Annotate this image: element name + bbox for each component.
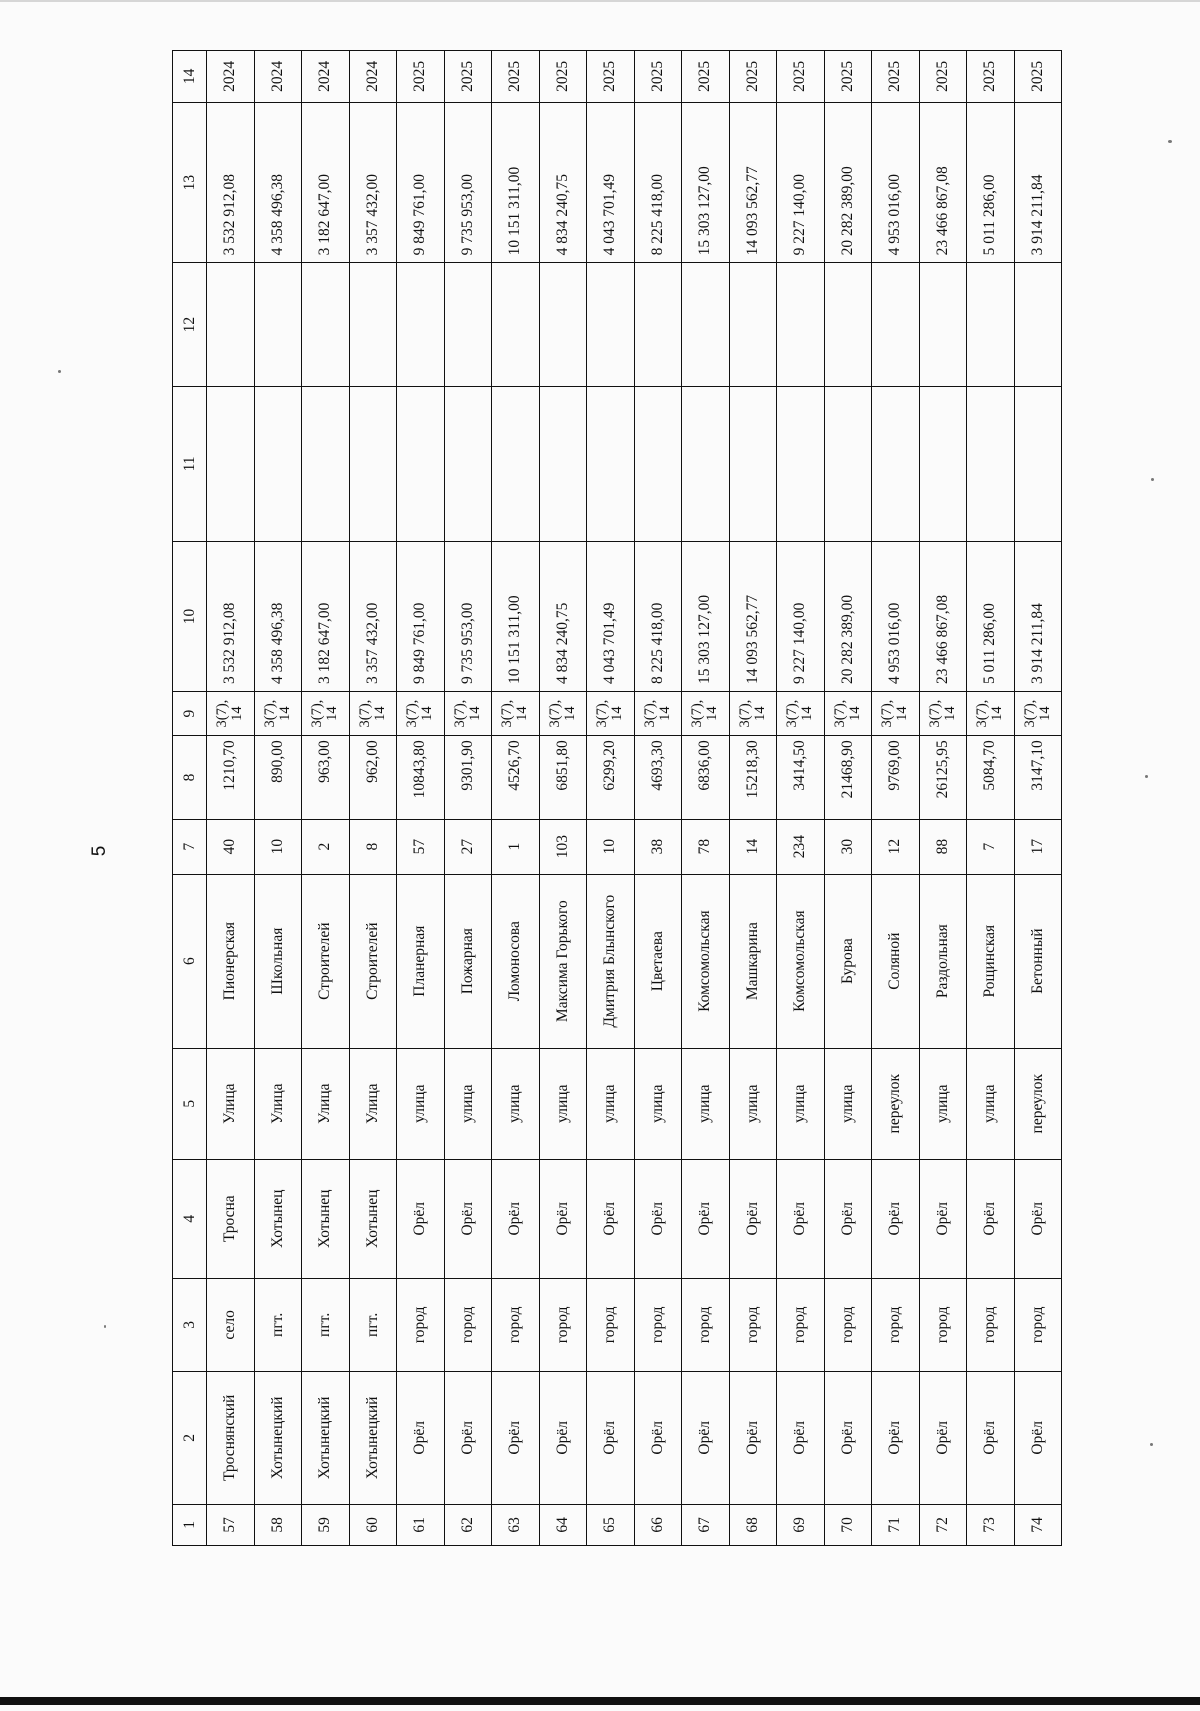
cell-house-number: 88 bbox=[919, 819, 967, 874]
cell-settlement-name: Орёл bbox=[919, 1159, 967, 1278]
cell-cost-col-13: 5 011 286,00 bbox=[967, 102, 1015, 262]
cell-settlement-type: город bbox=[872, 1278, 920, 1371]
cell-year: 2025 bbox=[397, 51, 445, 103]
cell-col-11 bbox=[634, 386, 682, 541]
cell-year: 2025 bbox=[872, 51, 920, 103]
cell-settlement-name: Орёл bbox=[824, 1159, 872, 1278]
cell-street-name: Машкарина bbox=[729, 874, 777, 1048]
cell-cost-total: 10 151 311,00 bbox=[492, 542, 540, 692]
cell-year: 2024 bbox=[349, 51, 397, 103]
cell-col-12 bbox=[919, 263, 967, 387]
cell-col-12 bbox=[302, 263, 350, 387]
cell-settlement-name: Орёл bbox=[444, 1159, 492, 1278]
cell-article: 3(7), 14 bbox=[919, 691, 967, 735]
cell-district: Орёл bbox=[824, 1371, 872, 1504]
cell-street-type: улица bbox=[777, 1048, 825, 1159]
cell-street-name: Соляной bbox=[872, 874, 920, 1048]
column-header-12: 12 bbox=[173, 263, 207, 387]
cell-col-12 bbox=[1014, 263, 1062, 387]
cell-cost-total: 3 532 912,08 bbox=[207, 542, 255, 692]
cell-col-12 bbox=[349, 263, 397, 387]
cell-cost-col-13: 9 227 140,00 bbox=[777, 102, 825, 262]
cell-area: 962,00 bbox=[349, 736, 397, 819]
cell-street-type: улица bbox=[492, 1048, 540, 1159]
cell-col-12 bbox=[539, 263, 587, 387]
cell-article: 3(7), 14 bbox=[254, 691, 302, 735]
cell-article: 3(7), 14 bbox=[634, 691, 682, 735]
cell-settlement-type: пгт. bbox=[302, 1278, 350, 1371]
cell-cost-col-13: 8 225 418,00 bbox=[634, 102, 682, 262]
cell-col-11 bbox=[872, 386, 920, 541]
scan-speck bbox=[1150, 1443, 1153, 1446]
cell-cost-total: 8 225 418,00 bbox=[634, 542, 682, 692]
cell-row-number: 69 bbox=[777, 1504, 825, 1545]
cell-row-number: 74 bbox=[1014, 1504, 1062, 1545]
table-body bbox=[207, 51, 1062, 1546]
cell-settlement-type: город bbox=[634, 1278, 682, 1371]
table-row bbox=[444, 51, 492, 1546]
cell-cost-total: 4 834 240,75 bbox=[539, 542, 587, 692]
cell-col-11 bbox=[967, 386, 1015, 541]
cell-settlement-name: Хотынец bbox=[349, 1159, 397, 1278]
cell-street-name: Пожарная bbox=[444, 874, 492, 1048]
cell-cost-total: 4 043 701,49 bbox=[587, 542, 635, 692]
cell-col-12 bbox=[207, 263, 255, 387]
cell-district: Орёл bbox=[872, 1371, 920, 1504]
table-row bbox=[539, 51, 587, 1546]
cell-settlement-type: город bbox=[587, 1278, 635, 1371]
cell-area: 5084,70 bbox=[967, 736, 1015, 819]
column-header-2: 2 bbox=[173, 1371, 207, 1504]
cell-area: 6836,00 bbox=[682, 736, 730, 819]
cell-cost-total: 15 303 127,00 bbox=[682, 542, 730, 692]
cell-street-name: Максима Горького bbox=[539, 874, 587, 1048]
cell-district: Орёл bbox=[729, 1371, 777, 1504]
cell-house-number: 38 bbox=[634, 819, 682, 874]
cell-article: 3(7), 14 bbox=[777, 691, 825, 735]
cell-street-name: Планерная bbox=[397, 874, 445, 1048]
cell-year: 2024 bbox=[254, 51, 302, 103]
scan-speck bbox=[58, 370, 61, 373]
cell-col-12 bbox=[492, 263, 540, 387]
cell-area: 21468,90 bbox=[824, 736, 872, 819]
cell-cost-col-13: 3 914 211,84 bbox=[1014, 102, 1062, 262]
cell-area: 3147,10 bbox=[1014, 736, 1062, 819]
column-header-11: 11 bbox=[173, 386, 207, 541]
cell-row-number: 66 bbox=[634, 1504, 682, 1545]
cell-house-number: 1 bbox=[492, 819, 540, 874]
cell-house-number: 30 bbox=[824, 819, 872, 874]
cell-col-11 bbox=[539, 386, 587, 541]
cell-street-type: Улица bbox=[254, 1048, 302, 1159]
cell-street-type: переулок bbox=[1014, 1048, 1062, 1159]
cell-col-11 bbox=[1014, 386, 1062, 541]
cell-col-11 bbox=[777, 386, 825, 541]
cell-year: 2025 bbox=[824, 51, 872, 103]
cell-district: Хотынецкий bbox=[302, 1371, 350, 1504]
column-header-7: 7 bbox=[173, 819, 207, 874]
cell-street-type: улица bbox=[587, 1048, 635, 1159]
cell-settlement-name: Орёл bbox=[777, 1159, 825, 1278]
table-row bbox=[824, 51, 872, 1546]
cell-area: 3414,50 bbox=[777, 736, 825, 819]
cell-article: 3(7), 14 bbox=[729, 691, 777, 735]
cell-year: 2025 bbox=[492, 51, 540, 103]
cell-house-number: 40 bbox=[207, 819, 255, 874]
cell-article: 3(7), 14 bbox=[872, 691, 920, 735]
cell-area: 15218,30 bbox=[729, 736, 777, 819]
table-row bbox=[302, 51, 350, 1546]
cell-district: Орёл bbox=[919, 1371, 967, 1504]
cell-row-number: 70 bbox=[824, 1504, 872, 1545]
cell-district: Орёл bbox=[682, 1371, 730, 1504]
cell-street-type: улица bbox=[634, 1048, 682, 1159]
cell-street-type: Улица bbox=[349, 1048, 397, 1159]
cell-col-12 bbox=[634, 263, 682, 387]
cell-article: 3(7), 14 bbox=[349, 691, 397, 735]
table-row bbox=[872, 51, 920, 1546]
column-header-14: 14 bbox=[173, 51, 207, 103]
cell-settlement-type: город bbox=[682, 1278, 730, 1371]
cell-house-number: 2 bbox=[302, 819, 350, 874]
cell-year: 2024 bbox=[302, 51, 350, 103]
cell-house-number: 7 bbox=[967, 819, 1015, 874]
rotated-table-container bbox=[172, 50, 1062, 1546]
cell-article: 3(7), 14 bbox=[207, 691, 255, 735]
cell-col-12 bbox=[682, 263, 730, 387]
cell-cost-col-13: 4 834 240,75 bbox=[539, 102, 587, 262]
cell-settlement-name: Хотынец bbox=[302, 1159, 350, 1278]
cell-street-name: Строителей bbox=[302, 874, 350, 1048]
cell-district: Орёл bbox=[1014, 1371, 1062, 1504]
cell-row-number: 62 bbox=[444, 1504, 492, 1545]
cell-street-type: Улица bbox=[302, 1048, 350, 1159]
cell-settlement-type: город bbox=[967, 1278, 1015, 1371]
table-row bbox=[919, 51, 967, 1546]
cell-col-11 bbox=[729, 386, 777, 541]
cell-settlement-type: город bbox=[824, 1278, 872, 1371]
cell-district: Орёл bbox=[397, 1371, 445, 1504]
cell-cost-total: 3 357 432,00 bbox=[349, 542, 397, 692]
cell-article: 3(7), 14 bbox=[824, 691, 872, 735]
cell-settlement-type: город bbox=[492, 1278, 540, 1371]
cell-cost-total: 9 735 953,00 bbox=[444, 542, 492, 692]
column-header-13: 13 bbox=[173, 102, 207, 262]
cell-street-name: Дмитрия Блынского bbox=[587, 874, 635, 1048]
column-header-3: 3 bbox=[173, 1278, 207, 1371]
cell-district: Орёл bbox=[492, 1371, 540, 1504]
cell-col-11 bbox=[824, 386, 872, 541]
cell-house-number: 10 bbox=[587, 819, 635, 874]
cell-col-12 bbox=[872, 263, 920, 387]
cell-street-type: улица bbox=[539, 1048, 587, 1159]
cell-cost-total: 9 227 140,00 bbox=[777, 542, 825, 692]
cell-cost-col-13: 9 849 761,00 bbox=[397, 102, 445, 262]
cell-district: Орёл bbox=[634, 1371, 682, 1504]
cell-row-number: 65 bbox=[587, 1504, 635, 1545]
cell-cost-col-13: 3 357 432,00 bbox=[349, 102, 397, 262]
cell-article: 3(7), 14 bbox=[967, 691, 1015, 735]
cell-settlement-name: Орёл bbox=[492, 1159, 540, 1278]
cell-col-11 bbox=[444, 386, 492, 541]
cell-cost-col-13: 20 282 389,00 bbox=[824, 102, 872, 262]
cell-col-11 bbox=[492, 386, 540, 541]
cell-area: 963,00 bbox=[302, 736, 350, 819]
cell-cost-col-13: 4 043 701,49 bbox=[587, 102, 635, 262]
cell-street-name: Строителей bbox=[349, 874, 397, 1048]
cell-street-type: улица bbox=[919, 1048, 967, 1159]
cell-article: 3(7), 14 bbox=[587, 691, 635, 735]
cell-col-12 bbox=[824, 263, 872, 387]
cell-col-11 bbox=[349, 386, 397, 541]
cell-cost-total: 4 953 016,00 bbox=[872, 542, 920, 692]
cell-street-name: Цветаева bbox=[634, 874, 682, 1048]
data-table bbox=[172, 50, 1062, 1546]
cell-cost-col-13: 3 182 647,00 bbox=[302, 102, 350, 262]
cell-area: 6851,80 bbox=[539, 736, 587, 819]
cell-col-11 bbox=[397, 386, 445, 541]
cell-col-12 bbox=[729, 263, 777, 387]
cell-settlement-name: Орёл bbox=[872, 1159, 920, 1278]
table-row bbox=[682, 51, 730, 1546]
cell-street-type: улица bbox=[729, 1048, 777, 1159]
cell-street-name: Бурова bbox=[824, 874, 872, 1048]
bottom-edge-bar bbox=[0, 1697, 1200, 1705]
table-row bbox=[1014, 51, 1062, 1546]
cell-cost-col-13: 14 093 562,77 bbox=[729, 102, 777, 262]
cell-street-name: Комсомольская bbox=[777, 874, 825, 1048]
cell-settlement-name: Орёл bbox=[967, 1159, 1015, 1278]
cell-col-12 bbox=[444, 263, 492, 387]
header-row bbox=[173, 51, 207, 1546]
cell-area: 4526,70 bbox=[492, 736, 540, 819]
cell-col-11 bbox=[682, 386, 730, 541]
cell-house-number: 27 bbox=[444, 819, 492, 874]
cell-article: 3(7), 14 bbox=[397, 691, 445, 735]
table-row bbox=[729, 51, 777, 1546]
cell-street-type: улица bbox=[682, 1048, 730, 1159]
cell-street-type: улица bbox=[824, 1048, 872, 1159]
cell-area: 1210,70 bbox=[207, 736, 255, 819]
cell-house-number: 10 bbox=[254, 819, 302, 874]
column-header-8: 8 bbox=[173, 736, 207, 819]
cell-district: Хотынецкий bbox=[254, 1371, 302, 1504]
cell-settlement-type: город bbox=[919, 1278, 967, 1371]
cell-year: 2024 bbox=[207, 51, 255, 103]
cell-cost-col-13: 10 151 311,00 bbox=[492, 102, 540, 262]
cell-row-number: 58 bbox=[254, 1504, 302, 1545]
column-header-10: 10 bbox=[173, 542, 207, 692]
cell-district: Хотынецкий bbox=[349, 1371, 397, 1504]
cell-street-name: Бетонный bbox=[1014, 874, 1062, 1048]
cell-settlement-name: Орёл bbox=[539, 1159, 587, 1278]
table-row bbox=[349, 51, 397, 1546]
cell-cost-total: 3 182 647,00 bbox=[302, 542, 350, 692]
cell-article: 3(7), 14 bbox=[1014, 691, 1062, 735]
scan-speck bbox=[1145, 775, 1148, 778]
cell-district: Орёл bbox=[539, 1371, 587, 1504]
column-header-1: 1 bbox=[173, 1504, 207, 1545]
cell-col-12 bbox=[587, 263, 635, 387]
cell-cost-total: 9 849 761,00 bbox=[397, 542, 445, 692]
cell-settlement-type: город bbox=[777, 1278, 825, 1371]
column-header-6: 6 bbox=[173, 874, 207, 1048]
column-header-5: 5 bbox=[173, 1048, 207, 1159]
cell-district: Орёл bbox=[444, 1371, 492, 1504]
cell-district: Орёл bbox=[967, 1371, 1015, 1504]
cell-street-type: улица bbox=[397, 1048, 445, 1159]
cell-house-number: 17 bbox=[1014, 819, 1062, 874]
cell-area: 10843,80 bbox=[397, 736, 445, 819]
column-header-4: 4 bbox=[173, 1159, 207, 1278]
cell-settlement-name: Тросна bbox=[207, 1159, 255, 1278]
cell-col-11 bbox=[207, 386, 255, 541]
cell-cost-col-13: 15 303 127,00 bbox=[682, 102, 730, 262]
cell-article: 3(7), 14 bbox=[444, 691, 492, 735]
cell-street-name: Комсомольская bbox=[682, 874, 730, 1048]
cell-street-type: Улица bbox=[207, 1048, 255, 1159]
cell-house-number: 78 bbox=[682, 819, 730, 874]
cell-street-name: Школьная bbox=[254, 874, 302, 1048]
cell-settlement-name: Орёл bbox=[1014, 1159, 1062, 1278]
cell-settlement-name: Орёл bbox=[397, 1159, 445, 1278]
table-row bbox=[397, 51, 445, 1546]
cell-row-number: 61 bbox=[397, 1504, 445, 1545]
cell-row-number: 59 bbox=[302, 1504, 350, 1545]
cell-settlement-name: Орёл bbox=[587, 1159, 635, 1278]
cell-settlement-name: Хотынец bbox=[254, 1159, 302, 1278]
cell-house-number: 57 bbox=[397, 819, 445, 874]
cell-district: Троснянский bbox=[207, 1371, 255, 1504]
cell-year: 2025 bbox=[587, 51, 635, 103]
cell-settlement-type: город bbox=[729, 1278, 777, 1371]
cell-year: 2025 bbox=[634, 51, 682, 103]
cell-house-number: 14 bbox=[729, 819, 777, 874]
scan-speck bbox=[104, 1325, 106, 1328]
cell-settlement-type: город bbox=[1014, 1278, 1062, 1371]
table-row bbox=[777, 51, 825, 1546]
page-number: 5 bbox=[89, 845, 110, 857]
cell-year: 2025 bbox=[539, 51, 587, 103]
cell-district: Орёл bbox=[777, 1371, 825, 1504]
cell-year: 2025 bbox=[919, 51, 967, 103]
scan-speck bbox=[1168, 140, 1172, 143]
cell-cost-total: 4 358 496,38 bbox=[254, 542, 302, 692]
cell-street-name: Рощинская bbox=[967, 874, 1015, 1048]
cell-row-number: 71 bbox=[872, 1504, 920, 1545]
column-header-9: 9 bbox=[173, 691, 207, 735]
cell-house-number: 12 bbox=[872, 819, 920, 874]
cell-row-number: 57 bbox=[207, 1504, 255, 1545]
cell-cost-total: 14 093 562,77 bbox=[729, 542, 777, 692]
top-border-line bbox=[0, 0, 1200, 2]
cell-year: 2025 bbox=[1014, 51, 1062, 103]
cell-street-name: Раздольная bbox=[919, 874, 967, 1048]
cell-row-number: 60 bbox=[349, 1504, 397, 1545]
cell-area: 6299,20 bbox=[587, 736, 635, 819]
cell-year: 2025 bbox=[967, 51, 1015, 103]
cell-area: 9769,00 bbox=[872, 736, 920, 819]
cell-col-11 bbox=[302, 386, 350, 541]
cell-street-type: улица bbox=[967, 1048, 1015, 1159]
cell-row-number: 64 bbox=[539, 1504, 587, 1545]
cell-row-number: 72 bbox=[919, 1504, 967, 1545]
table-row bbox=[492, 51, 540, 1546]
cell-year: 2025 bbox=[682, 51, 730, 103]
cell-area: 9301,90 bbox=[444, 736, 492, 819]
cell-article: 3(7), 14 bbox=[492, 691, 540, 735]
cell-settlement-name: Орёл bbox=[682, 1159, 730, 1278]
table-row bbox=[967, 51, 1015, 1546]
cell-settlement-type: село bbox=[207, 1278, 255, 1371]
cell-cost-total: 23 466 867,08 bbox=[919, 542, 967, 692]
cell-area: 26125,95 bbox=[919, 736, 967, 819]
cell-house-number: 8 bbox=[349, 819, 397, 874]
cell-area: 890,00 bbox=[254, 736, 302, 819]
cell-article: 3(7), 14 bbox=[302, 691, 350, 735]
cell-settlement-type: город bbox=[539, 1278, 587, 1371]
cell-settlement-type: пгт. bbox=[349, 1278, 397, 1371]
cell-cost-total: 3 914 211,84 bbox=[1014, 542, 1062, 692]
cell-row-number: 63 bbox=[492, 1504, 540, 1545]
cell-cost-total: 5 011 286,00 bbox=[967, 542, 1015, 692]
cell-street-type: переулок bbox=[872, 1048, 920, 1159]
table-row bbox=[587, 51, 635, 1546]
cell-settlement-type: город bbox=[444, 1278, 492, 1371]
cell-col-12 bbox=[967, 263, 1015, 387]
cell-street-name: Пионерская bbox=[207, 874, 255, 1048]
cell-col-11 bbox=[587, 386, 635, 541]
cell-settlement-type: пгт. bbox=[254, 1278, 302, 1371]
cell-article: 3(7), 14 bbox=[682, 691, 730, 735]
cell-settlement-name: Орёл bbox=[729, 1159, 777, 1278]
cell-col-11 bbox=[254, 386, 302, 541]
cell-house-number: 234 bbox=[777, 819, 825, 874]
cell-col-11 bbox=[919, 386, 967, 541]
cell-settlement-name: Орёл bbox=[634, 1159, 682, 1278]
cell-col-12 bbox=[777, 263, 825, 387]
cell-year: 2025 bbox=[444, 51, 492, 103]
cell-area: 4693,30 bbox=[634, 736, 682, 819]
scan-speck bbox=[1151, 478, 1154, 481]
cell-cost-col-13: 3 532 912,08 bbox=[207, 102, 255, 262]
cell-article: 3(7), 14 bbox=[539, 691, 587, 735]
table-row bbox=[254, 51, 302, 1546]
cell-cost-col-13: 4 358 496,38 bbox=[254, 102, 302, 262]
cell-cost-total: 20 282 389,00 bbox=[824, 542, 872, 692]
cell-district: Орёл bbox=[587, 1371, 635, 1504]
cell-row-number: 67 bbox=[682, 1504, 730, 1545]
cell-cost-col-13: 9 735 953,00 bbox=[444, 102, 492, 262]
cell-col-12 bbox=[254, 263, 302, 387]
cell-col-12 bbox=[397, 263, 445, 387]
cell-year: 2025 bbox=[777, 51, 825, 103]
cell-settlement-type: город bbox=[397, 1278, 445, 1371]
cell-cost-col-13: 4 953 016,00 bbox=[872, 102, 920, 262]
cell-street-type: улица bbox=[444, 1048, 492, 1159]
table-row bbox=[634, 51, 682, 1546]
table-row bbox=[207, 51, 255, 1546]
cell-cost-col-13: 23 466 867,08 bbox=[919, 102, 967, 262]
cell-street-name: Ломоносова bbox=[492, 874, 540, 1048]
cell-house-number: 103 bbox=[539, 819, 587, 874]
cell-row-number: 68 bbox=[729, 1504, 777, 1545]
cell-row-number: 73 bbox=[967, 1504, 1015, 1545]
cell-year: 2025 bbox=[729, 51, 777, 103]
